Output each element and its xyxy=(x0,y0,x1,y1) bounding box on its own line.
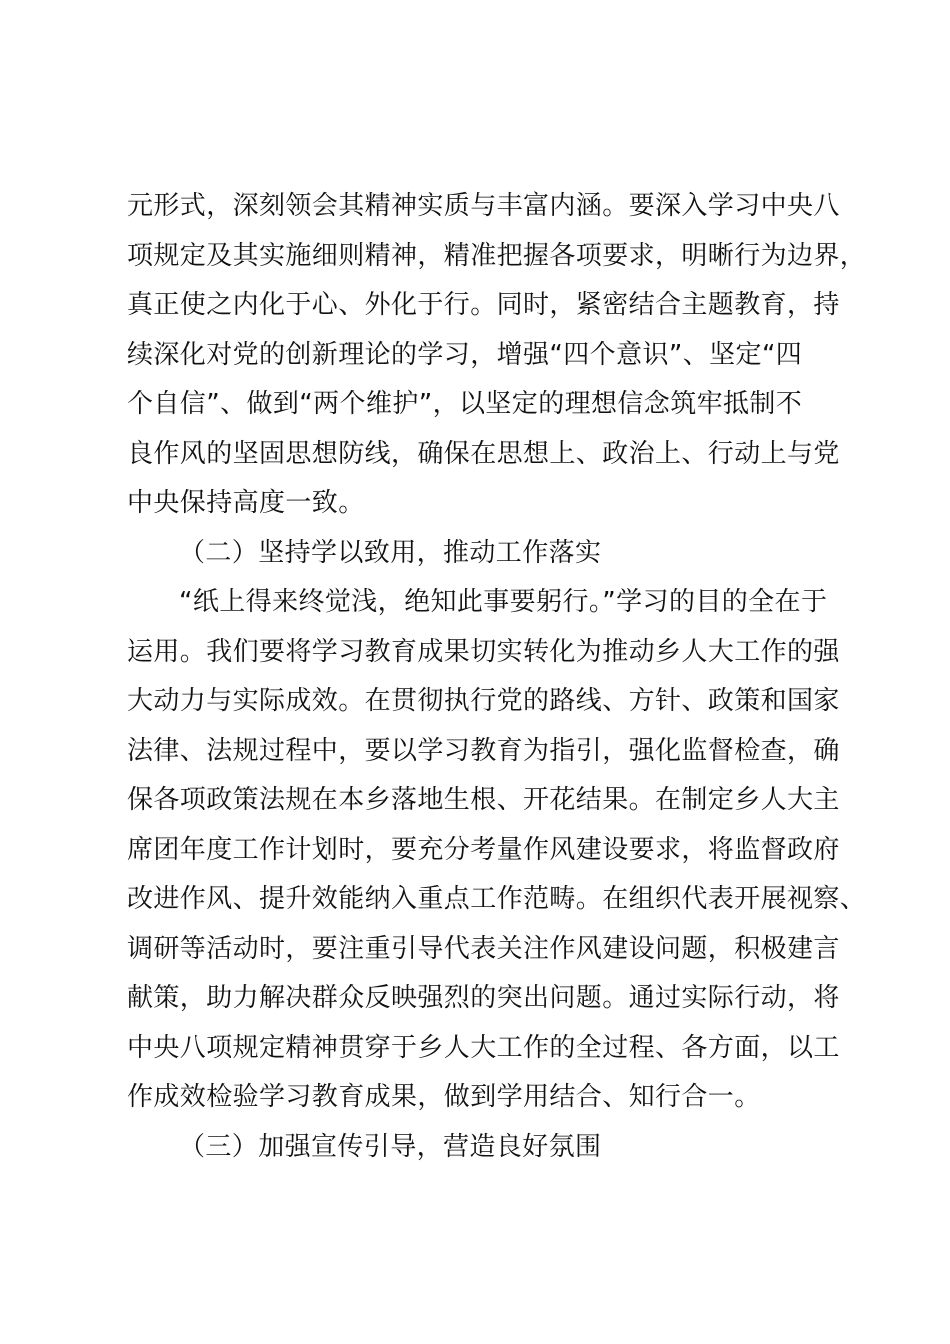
text-line: 作成效检验学习教育成果，做到学用结合、知行合一。 xyxy=(127,1082,761,1112)
text-line: 良作风的坚固思想防线，确保在思想上、政治上、行动上与党 xyxy=(127,438,840,469)
text-line: 法律、法规过程中，要以学习教育为指引，强化监督检查，确 xyxy=(127,735,840,766)
text-line: 改进作风、提升效能纳入重点工作范畴。在组织代表开展视察、 xyxy=(127,884,867,914)
text-line: 中央保持高度一致。 xyxy=(127,488,365,518)
text-line: 献策，助力解决群众反映强烈的突出问题。通过实际行动，将 xyxy=(127,983,840,1013)
text-line: 席团年度工作计划时，要充分考量作风建设要求，将监督政府 xyxy=(127,834,840,865)
section-heading-2: （二）坚持学以致用，推动工作落实 xyxy=(179,537,602,568)
text-line: 元形式，深刻领会其精神实质与丰富内涵。要深入学习中央八 xyxy=(127,191,840,221)
text-line: 个自信”、做到“两个维护”，以坚定的理想信念筑牢抵制不 xyxy=(127,389,803,419)
text-line: 中央八项规定精神贯穿于乡人大工作的全过程、各方面，以工 xyxy=(127,1032,840,1063)
section-heading-3: （三）加强宣传引导，营造良好氛围 xyxy=(179,1131,602,1162)
text-line: 调研等活动时，要注重引导代表关注作风建设问题，积极建言 xyxy=(127,933,840,964)
text-line: 真正使之内化于心、外化于行。同时，紧密结合主题教育，持 xyxy=(127,290,840,320)
body-text xyxy=(127,182,867,1172)
text-line: 保各项政策法规在本乡落地生根、开花结果。在制定乡人大主 xyxy=(127,785,840,815)
paragraph-start: “纸上得来终觉浅，绝知此事要躬行。”学习的目的全在于 xyxy=(179,587,828,617)
text-line: 大动力与实际成效。在贯彻执行党的路线、方针、政策和国家 xyxy=(127,686,840,716)
text-line: 运用。我们要将学习教育成果切实转化为推动乡人大工作的强 xyxy=(127,636,840,667)
text-line: 续深化对党的创新理论的学习，增强“四个意识”、坚定“四 xyxy=(127,339,803,370)
text-line: 项规定及其实施细则精神，精准把握各项要求，明晰行为边界， xyxy=(127,240,867,271)
